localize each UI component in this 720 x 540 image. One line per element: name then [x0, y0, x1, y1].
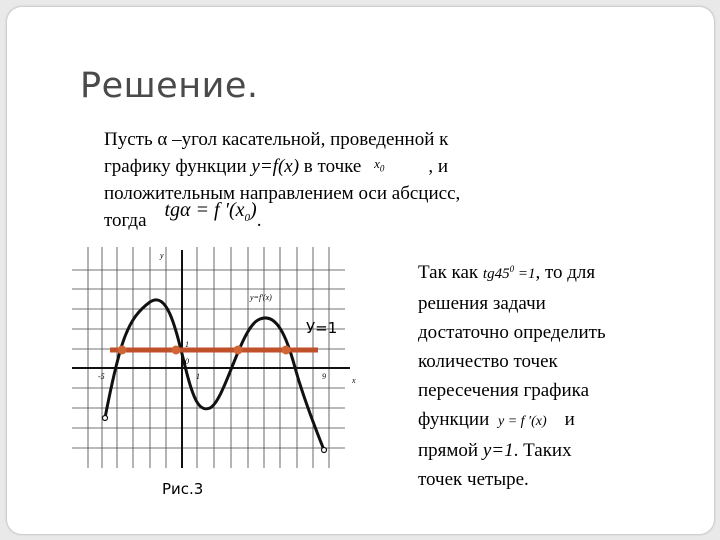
origin-label: 0	[185, 357, 189, 366]
tick-one-y: 1	[185, 340, 189, 349]
intersection-point-2	[172, 346, 181, 355]
grid	[72, 247, 345, 468]
para2-line8: точек четыре.	[418, 469, 529, 490]
para2-line2: решения задачи	[418, 293, 546, 314]
para1-line4-pre: тогда	[104, 210, 147, 231]
formula-end: )	[250, 199, 257, 221]
tick-x-one: 1	[196, 372, 200, 381]
para2-line1-post: , то для	[535, 262, 596, 283]
tick-x-max: 9	[322, 372, 326, 381]
tg45-body: tg45	[482, 266, 510, 282]
para1-line2-mid: в точке	[299, 156, 367, 177]
formula-body: tgα = f ′(x	[164, 199, 245, 221]
intersection-point-3	[234, 346, 243, 355]
para2-line5: пересечения графика	[418, 380, 590, 401]
tick-x-min: -5	[98, 372, 105, 381]
derivative-curve	[105, 300, 324, 450]
x0-x: x	[374, 156, 380, 171]
formula-sub: 0	[244, 212, 251, 224]
para2-line7-post: . Таких	[513, 440, 572, 461]
curve-endpoint-right	[322, 448, 327, 453]
curve-endpoint-left	[103, 416, 108, 421]
para2-line7-pre: прямой	[418, 440, 483, 461]
para1-line2-post: , и	[428, 156, 449, 177]
para1-line1: Пусть α –угол касательной, проведенной к	[104, 129, 449, 150]
figure-caption: Рис.3	[162, 480, 204, 498]
slide-title: Решение.	[80, 66, 259, 106]
tg45-eq: =1	[514, 266, 536, 282]
y-axis-label: y	[160, 251, 164, 260]
para1-line2-pre: графику функции	[104, 156, 252, 177]
intersection-point-1	[118, 346, 127, 355]
line-equation: y=1	[482, 440, 514, 461]
para1-line3: положительным направлением оси абсцисс,	[104, 183, 461, 204]
x0-sub: 0	[379, 163, 385, 174]
intersection-point-4	[282, 346, 291, 355]
function-label: y=f′(x)	[250, 293, 272, 302]
line-y1-label: У=1	[306, 319, 338, 337]
para2-line4: количество точек	[418, 351, 558, 372]
para2-line6-pre: функции	[418, 409, 494, 430]
para2-line6-post: и	[564, 409, 575, 430]
para2-line1-pre: Так как	[418, 262, 483, 283]
para2-line3: достаточно определить	[418, 322, 606, 343]
x-axis-label: x	[352, 376, 356, 385]
para1-line4-post: .	[256, 210, 262, 231]
tg45-sup: 0	[509, 264, 515, 274]
func-notation: y=f(x)	[251, 156, 300, 177]
derivative-notation: y = f ′(x)	[498, 414, 547, 429]
